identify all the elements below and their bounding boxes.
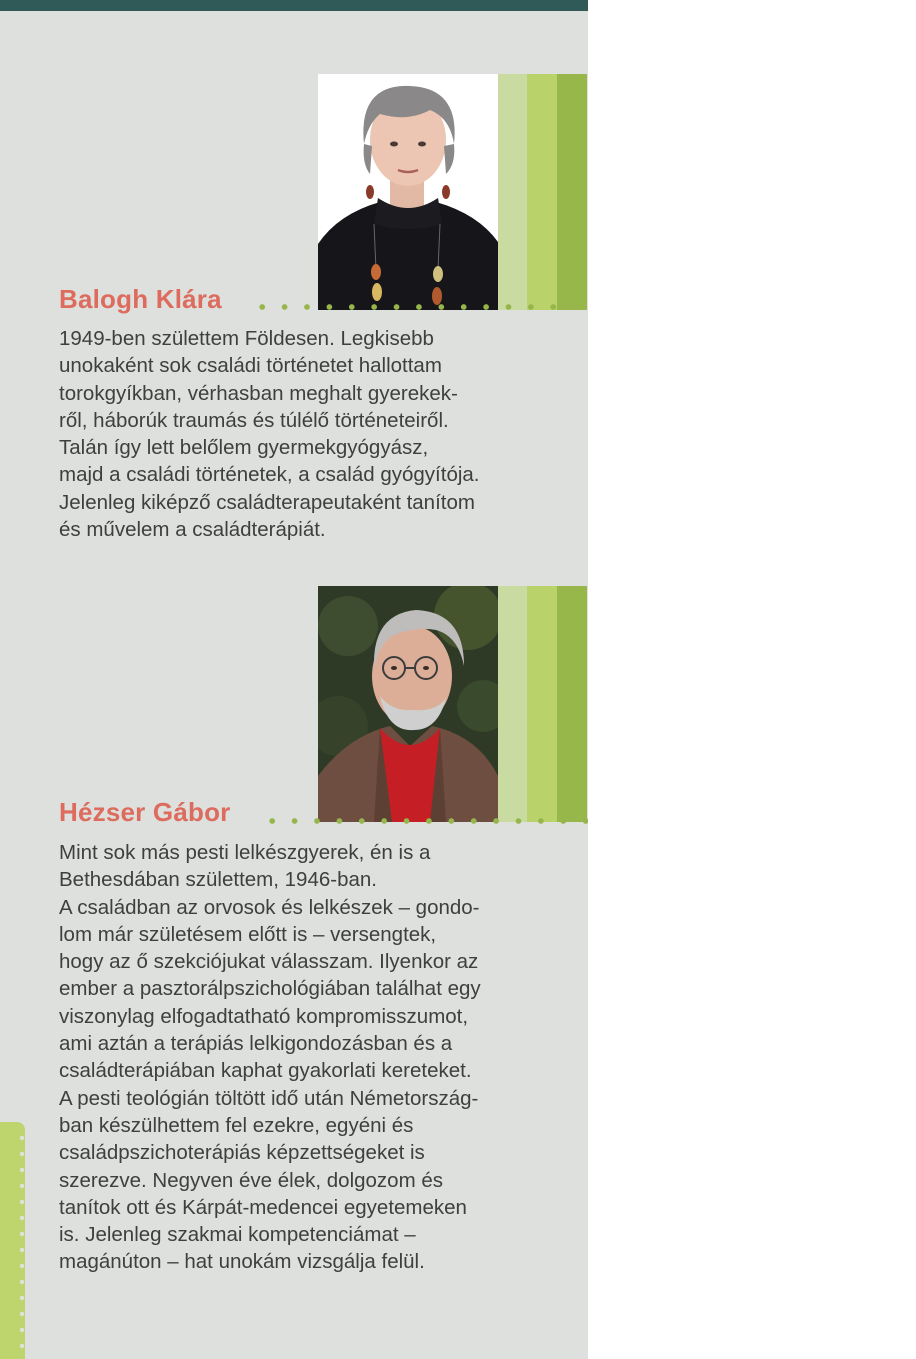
green-stripe-dark	[557, 586, 587, 822]
portrait-woman-icon	[318, 74, 498, 310]
portrait-photo-hezser-gabor	[318, 586, 498, 822]
green-stripe-light	[498, 74, 527, 310]
portrait-man-icon	[318, 586, 498, 822]
profile-bio: Mint sok más pesti lelkészgyerek, én is a Bethesdában születtem, 1946-ban. A családban az orvosok és lelkészek – gondo- lom már születésem előtt is – versengtek, hogy az ő szekciójukat válasszam. Ilyenkor az ember a pasztorálpszichológiában találhat egy viszonylag elfogadtatható kompromisszumot, ami aztán a terápiás lelkigondozásban és a családterápiában kaphat gyakorlati kereteket. A pesti teológián töltött idő után Németország- ban készülhettem fel ezekre, egyéni és családpszichoterápiás képzettségeket is szerezve. Negyven éve élek, dolgozom és tanítok ott és Kárpát-medencei egyetemeken is. Jelenleg szakmai kompetenciámat – magánúton – hat unokám vizsgálja felül.	[59, 841, 481, 1274]
dotted-divider	[251, 304, 588, 310]
green-stripe-light	[498, 586, 527, 822]
profile-name: Hézser Gábor	[59, 797, 231, 827]
portrait-photo-balogh-klara	[318, 74, 498, 310]
green-stripe-mid	[527, 586, 557, 822]
profile-name: Balogh Klára	[59, 284, 222, 314]
profile-bio: 1949-ben születtem Földesen. Legkisebb unokaként sok családi történetet hallottam torokgyíkban, vérhasban meghalt gyerekek- ről, háborúk traumás és túlélő történeteiről. Talán így lett belőlem gyermekgyógyász, majd a családi történetek, a család gyógyítója. Jelenleg kiképző családterapeutaként tanítom és művelem a családterápiát.	[59, 327, 480, 542]
green-stripe-mid	[527, 74, 557, 310]
dotted-divider	[261, 818, 588, 824]
top-bar	[0, 0, 588, 11]
green-stripe-dark	[557, 74, 587, 310]
side-dotted-edge	[19, 1130, 25, 1359]
